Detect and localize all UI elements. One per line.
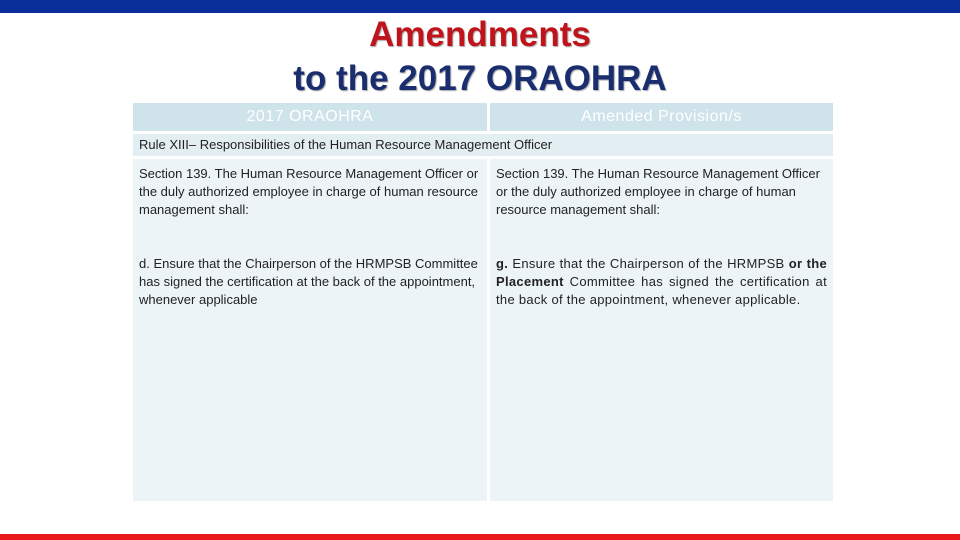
column-header-original: 2017 ORAOHRA <box>133 103 487 131</box>
amended-item-text <box>496 255 827 309</box>
top-accent-bar <box>0 0 960 13</box>
amended-provision-cell <box>490 159 833 501</box>
amended-item-text-b: Committee has signed the certification at the back of the appointment, whenever applicable. <box>496 274 827 307</box>
amended-inserted-phrase: or the Placement <box>496 256 827 289</box>
amended-item-letter: g. <box>496 256 509 271</box>
bottom-accent-bar <box>0 534 960 540</box>
slide-subtitle: to the 2017 ORAOHRA <box>293 59 667 98</box>
original-provision-cell <box>133 159 487 501</box>
amended-section-text: Section 139. The Human Resource Management Officer or the duly authorized employee in charge of human resource management shall: <box>496 166 820 217</box>
original-item-text: d. Ensure that the Chairperson of the HRMPSB Committee has signed the certification at the back of the appointment, whenever applicable <box>139 256 478 307</box>
slide-title: Amendments <box>369 15 591 54</box>
amended-item-text-a: Ensure that the Chairperson of the HRMPSB <box>508 256 789 271</box>
rule-heading-row: Rule XIII– Responsibilities of the Human Resource Management Officer <box>133 134 833 156</box>
column-header-amended: Amended Provision/s <box>490 103 833 131</box>
comparison-table <box>133 103 833 501</box>
original-section-text: Section 139. The Human Resource Management Officer or the duly authorized employee in charge of human resource management shall: <box>139 166 479 217</box>
